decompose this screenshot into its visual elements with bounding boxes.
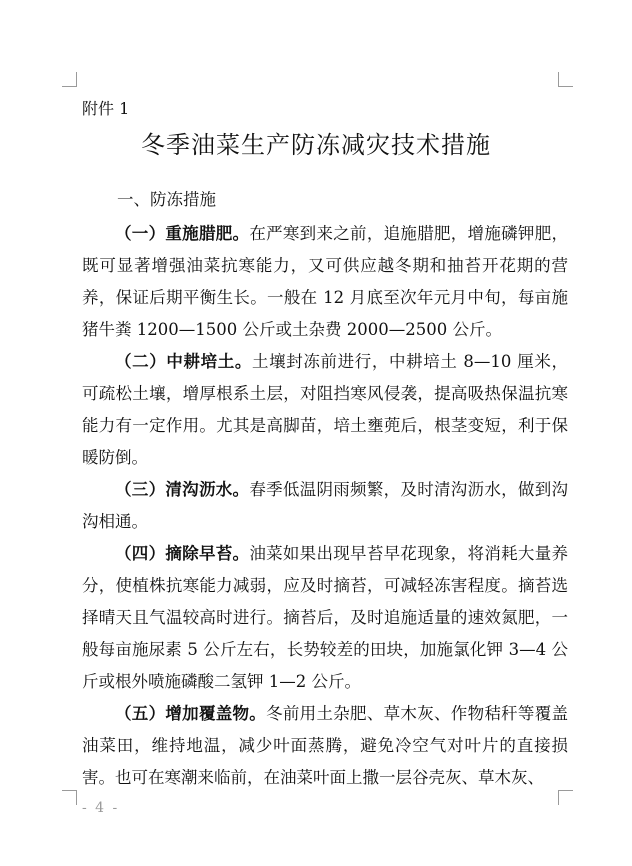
crop-mark-top-right (558, 72, 573, 87)
paragraph-3-text: 春季低温阴雨频繁，及时清沟沥水，做到沟沟相通。 (82, 480, 569, 531)
paragraph-5 (82, 698, 568, 794)
document-title: 冬季油菜生产防冻减灾技术措施 (141, 131, 491, 159)
crop-mark-bottom-left (62, 790, 77, 805)
paragraph-4 (82, 538, 568, 698)
paragraph-3-heading: （三）清沟沥水。 (115, 480, 250, 499)
page-number: - 4 - (82, 800, 120, 816)
paragraph-1-text: 在严寒到来之前，追施腊肥，增施磷钾肥，既可显著增强油菜抗寒能力，又可供应越冬期和抽苔开花期的营养，保证后期平衡生长。一般在 12 月底至次年元月中旬，每亩施猪牛粪 1200—1500 公斤或土杂费 2000—2500 公斤。 (82, 224, 569, 339)
section-heading: 一、防冻措施 (117, 190, 216, 209)
paragraph-1-heading: （一）重施腊肥。 (115, 224, 250, 243)
paragraph-4-heading: （四）摘除早苔。 (115, 544, 250, 563)
paragraph-4-text: 油菜如果出现早苔早花现象，将消耗大量养分，使植株抗寒能力减弱，应及时摘苔，可减轻冻害程度。摘苔选择晴天且气温较高时进行。摘苔后，及时追施适量的速效氮肥，一般每亩施尿素 5 公斤左右，长势较差的田块，加施氯化钾 3—4 公斤或根外喷施磷酸二氢钾 1—2 公斤。 (82, 544, 569, 691)
paragraph-2-heading: （二）中耕培土。 (115, 352, 253, 371)
paragraph-3 (82, 474, 568, 538)
paragraph-1 (82, 218, 568, 346)
paragraph-5-heading: （五）增加覆盖物。 (115, 704, 267, 723)
paragraph-5-text: 冬前用土杂肥、草木灰、作物秸秆等覆盖油菜田，维持地温，减少叶面蒸腾，避免冷空气对叶片的直接损害。也可在寒潮来临前，在油菜叶面上撒一层谷壳灰、草木灰、 (82, 704, 569, 787)
paragraph-2-text: 土壤封冻前进行，中耕培土 8—10 厘米，可疏松土壤，增厚根系土层，对阻挡寒风侵袭，提高吸热保温抗寒能力有一定作用。尤其是高脚苗，培土壅蔸后，根茎变短，利于保暖防倒。 (82, 352, 569, 467)
paragraph-2 (82, 346, 568, 474)
crop-mark-top-left (62, 72, 77, 87)
attachment-label: 附件 1 (82, 99, 130, 118)
